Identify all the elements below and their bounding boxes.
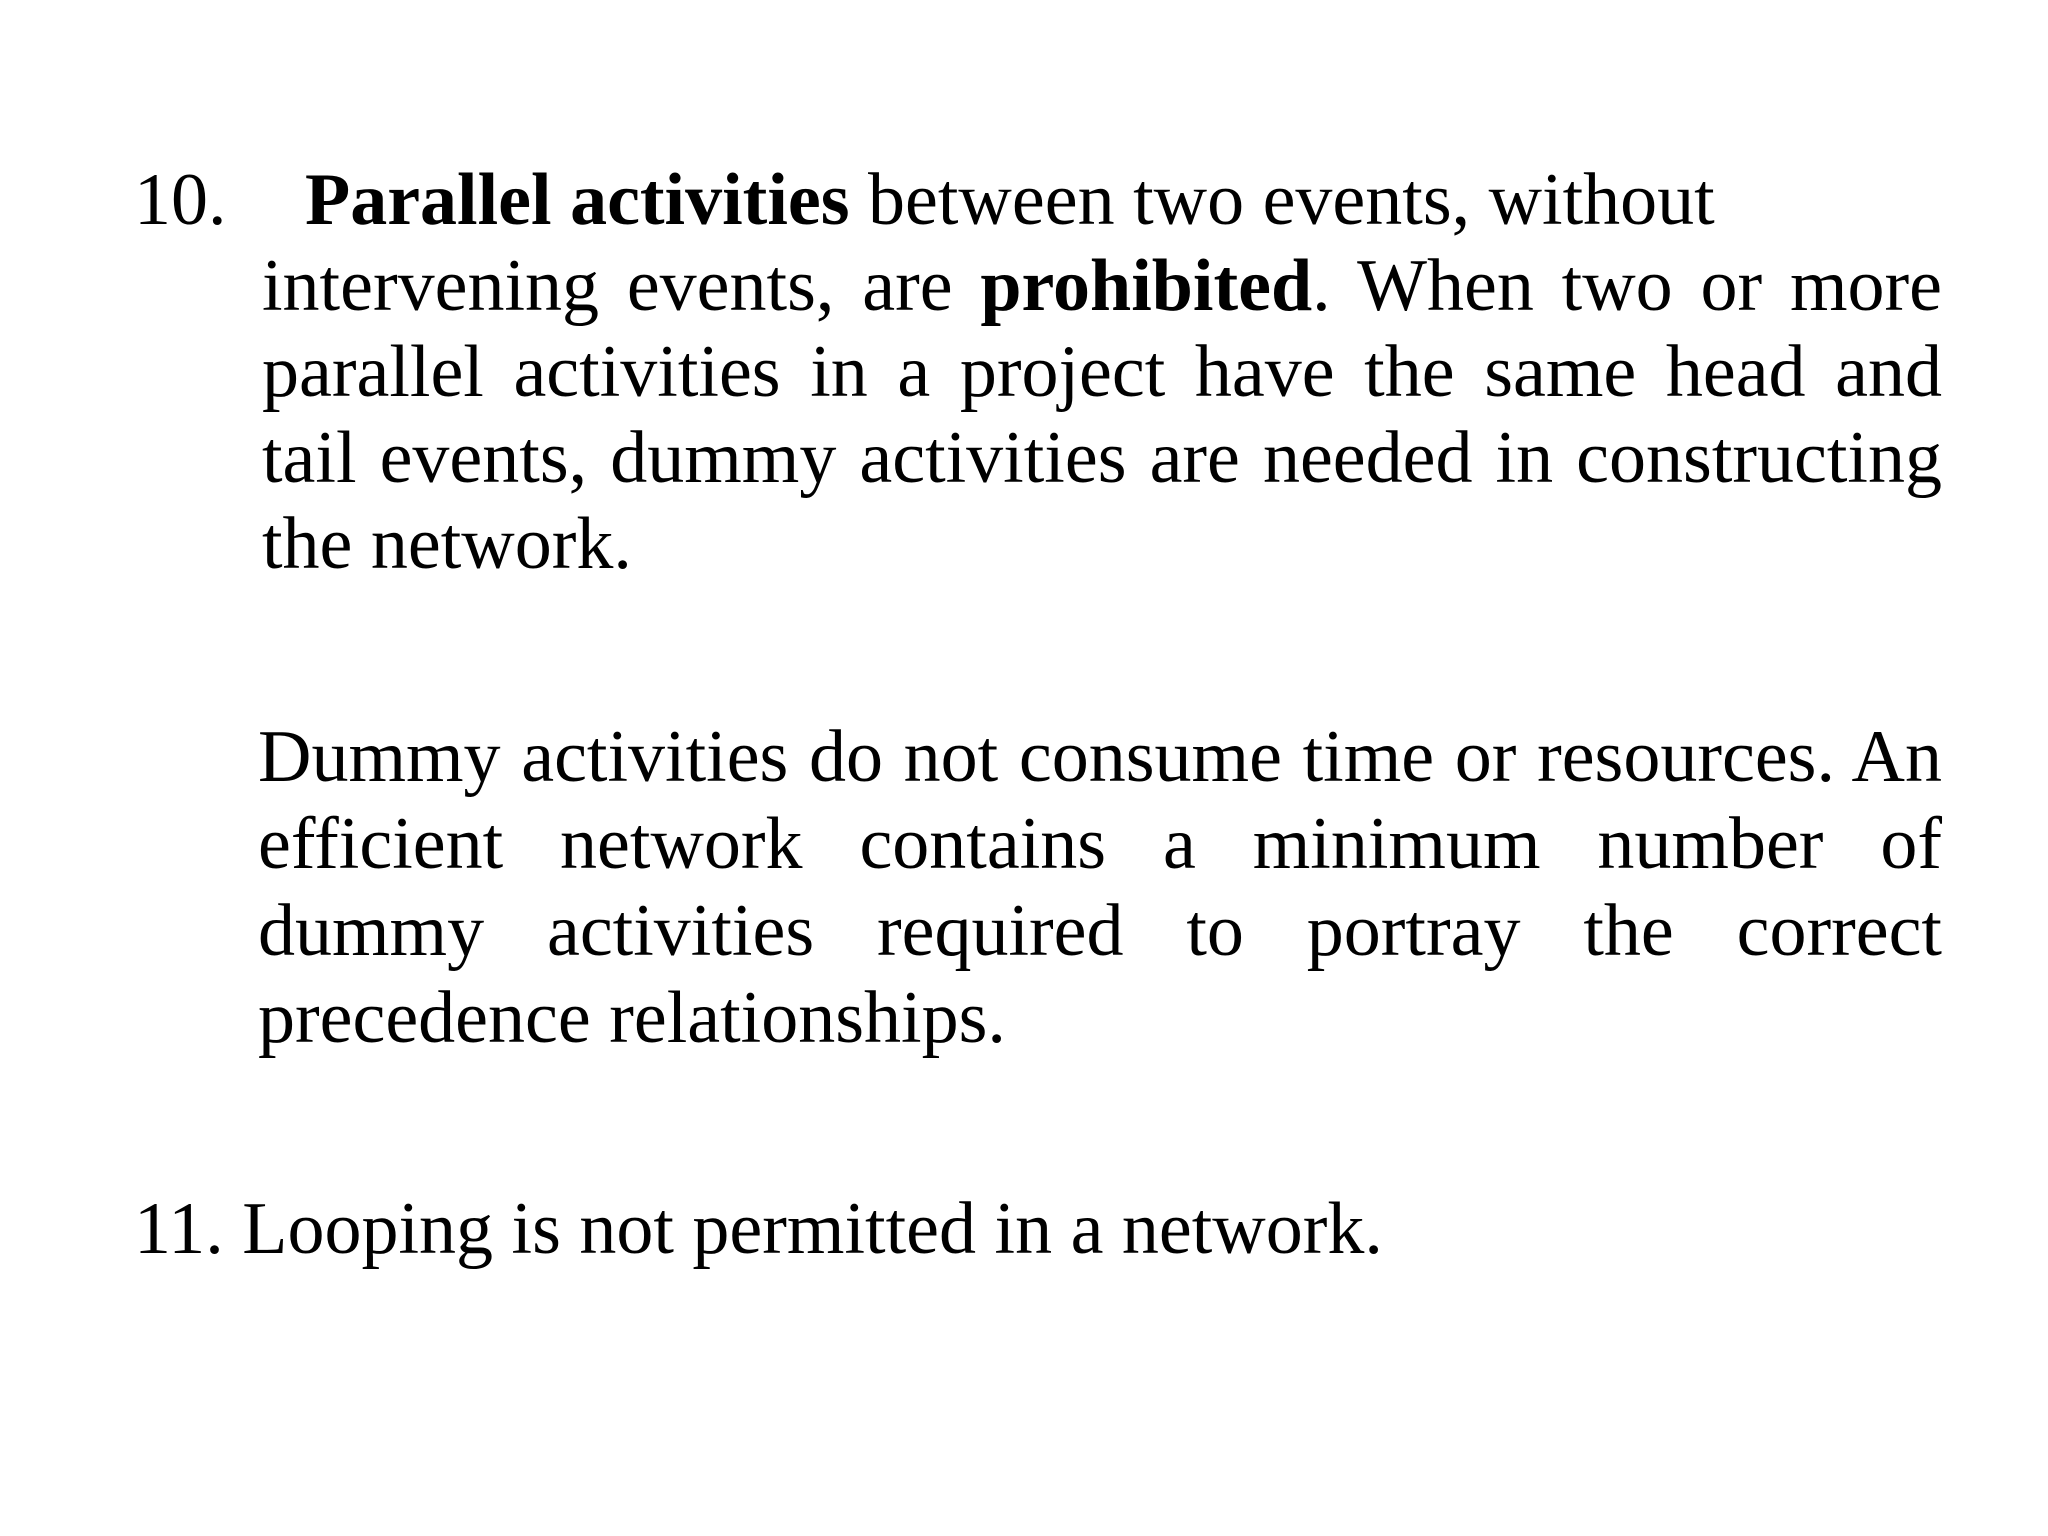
item-11: 11. Looping is not permitted in a network.	[134, 1188, 1383, 1270]
item-10-first-line	[305, 157, 1715, 243]
item-10-body-before-bold: intervening events, are	[262, 245, 981, 327]
item-10-bold-word: prohibited	[980, 245, 1313, 327]
item-10-body-after-bold: . When two or more parallel activities in a project have the same head and tail events, dummy activities are needed in constructing the network.	[262, 245, 1943, 585]
item-10-lead-text: between two events, without	[849, 159, 1715, 241]
item-10-term: Parallel activities	[305, 159, 850, 241]
dummy-activities-paragraph: Dummy activities do not consume time or resources. An efficient network contains a minimum number of dummy activities required to portray the correct precedence relationships.	[258, 716, 1942, 1059]
item-10-number: 10.	[134, 159, 227, 241]
item-10-body	[262, 243, 1942, 587]
